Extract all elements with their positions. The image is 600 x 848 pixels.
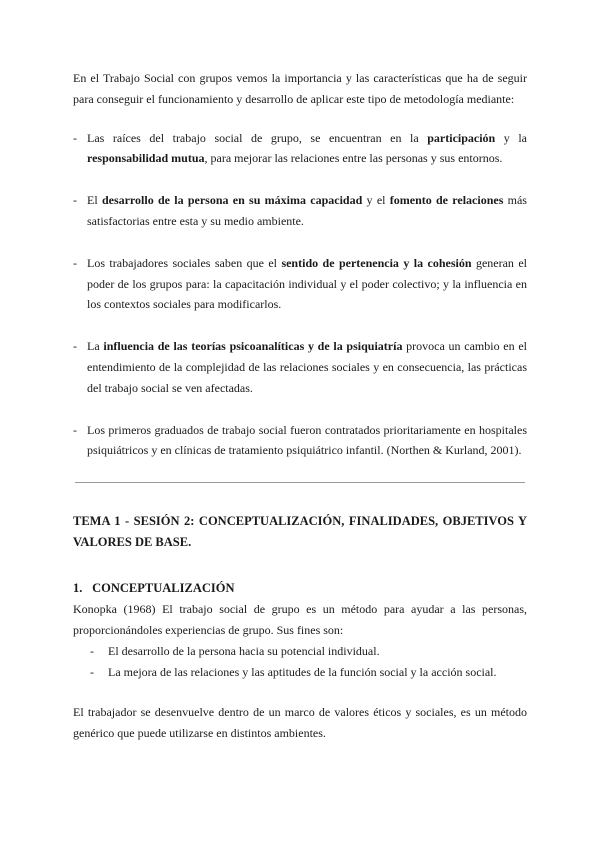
item-text: La xyxy=(87,339,104,354)
item-text: y la xyxy=(495,130,527,145)
item-text: , para mejorar las relaciones entre las personas y sus entornos. xyxy=(204,151,503,166)
item-bold-term: influencia de las teorías psicoanalíticas y de la psiquiatría xyxy=(103,339,403,354)
item-bold-term: responsabilidad mutua xyxy=(87,151,205,166)
intro-paragraph: En el Trabajo Social con grupos vemos la importancia y las características que ha de seguir para conseguir el funcionamiento y desarrollo de aplicar este tipo de metodología mediante: xyxy=(73,71,527,106)
item-text: provoca un cambio en el entendimiento de la complejidad de las relaciones sociales y en consecuencia, las prácticas del trabajo social se ven afectadas. xyxy=(87,339,527,395)
item-text: más satisfactorias entre esta y su medio ambiente. xyxy=(87,193,527,228)
item-text: generan el poder de los grupos para: la capacitación individual y el poder colectivo; y la influencia en los contextos sociales para modificarlos. xyxy=(87,255,528,312)
item-bold-term: sentido de pertenencia y la cohesión xyxy=(281,255,472,270)
tema-heading: TEMA 1 - SESIÓN 2: CONCEPTUALIZACIÓN, FINALIDADES, OBJETIVOS Y VALORES DE BASE. xyxy=(73,514,527,550)
section-divider xyxy=(75,482,525,483)
item-bold-term: fomento de relaciones xyxy=(389,193,504,208)
section-number: 1. xyxy=(73,581,83,596)
list-item xyxy=(73,336,527,398)
list-item: - La mejora de las relaciones y las aptitudes de la función social y la acción social. xyxy=(90,662,527,683)
list-item xyxy=(73,190,527,232)
list-item xyxy=(73,253,527,315)
section-heading xyxy=(73,578,527,599)
item-bold-term: participación xyxy=(427,130,496,145)
item-text: Los trabajadores sociales saben que el xyxy=(87,255,282,270)
item-bold-term: desarrollo de la persona en su máxima capacidad xyxy=(101,193,363,208)
item-text: Las raíces del trabajo social de grupo, se encuentran en la xyxy=(87,130,428,145)
section-title: CONCEPTUALIZACIÓN xyxy=(92,581,235,596)
item-text: y el xyxy=(362,193,390,208)
list-item xyxy=(73,420,527,462)
list-item xyxy=(73,128,527,170)
fines-list xyxy=(73,641,527,683)
item-text: Los primeros graduados de trabajo social fueron contratados prioritariamente en hospitales psiquiátricos y en clínicas de tratamiento psiquiátrico infantil. (Northen & Kurland, 2001). xyxy=(87,422,527,458)
list-item: - El desarrollo de la persona hacia su potencial individual. xyxy=(90,641,527,662)
item-text: El xyxy=(87,193,102,208)
closing-paragraph: El trabajador se desenvuelve dentro de un marco de valores éticos y sociales, es un método genérico que puede utilizarse en distintos ambientes. xyxy=(73,705,527,741)
characteristics-list xyxy=(73,128,527,462)
konopka-paragraph: Konopka (1968) El trabajo social de grupo es un método para ayudar a las personas, proporcionándoles experiencias de grupo. Sus fines son: xyxy=(73,602,527,637)
